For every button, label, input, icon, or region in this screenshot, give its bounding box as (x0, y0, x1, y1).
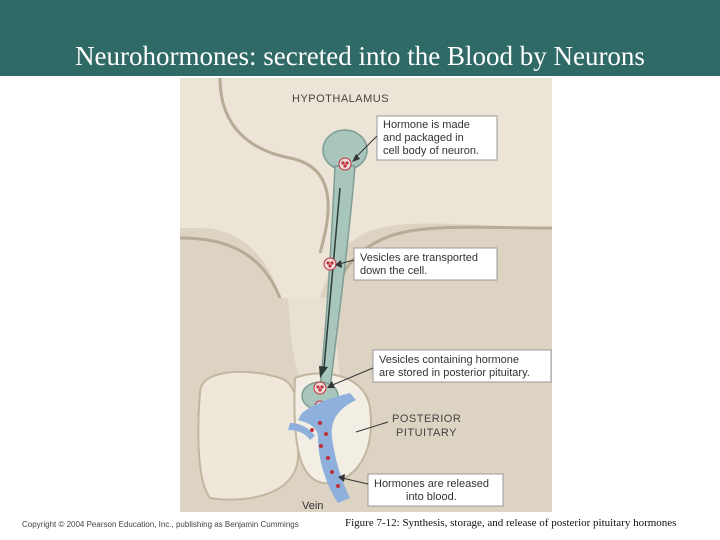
posterior-pituitary-label-line-2: PITUITARY (396, 427, 457, 439)
callout-4-line-1: Hormones are released (374, 478, 489, 490)
slide-title: Neurohormones: secreted into the Blood by Neurons (75, 41, 645, 71)
callout-1-line-3: cell body of neuron. (383, 145, 480, 157)
copyright-notice: Copyright © 2004 Pearson Education, Inc., publishing as Benjamin Cummings (22, 520, 299, 529)
callout-1-line-2: and packaged in (383, 132, 464, 144)
posterior-pituitary-label-line-1: POSTERIOR (392, 413, 462, 425)
anterior-pituitary (198, 372, 299, 500)
callout-3-line-2: are stored in posterior pituitary. (379, 367, 530, 379)
callout-4-line-2: into blood. (406, 491, 457, 503)
vein-label: Vein (302, 500, 324, 512)
callout-1-line-1: Hormone is made (383, 119, 470, 131)
hypothalamus-label: HYPOTHALAMUS (292, 93, 390, 105)
callout-2-line-1: Vesicles are transported (360, 252, 479, 264)
neurohormone-diagram (180, 78, 552, 512)
callout-2-line-2: down the cell. (360, 265, 428, 277)
callout-3-line-1: Vesicles containing hormone (379, 354, 520, 366)
figure-caption: Figure 7-12: Synthesis, storage, and release of posterior pituitary hormones (345, 517, 677, 529)
